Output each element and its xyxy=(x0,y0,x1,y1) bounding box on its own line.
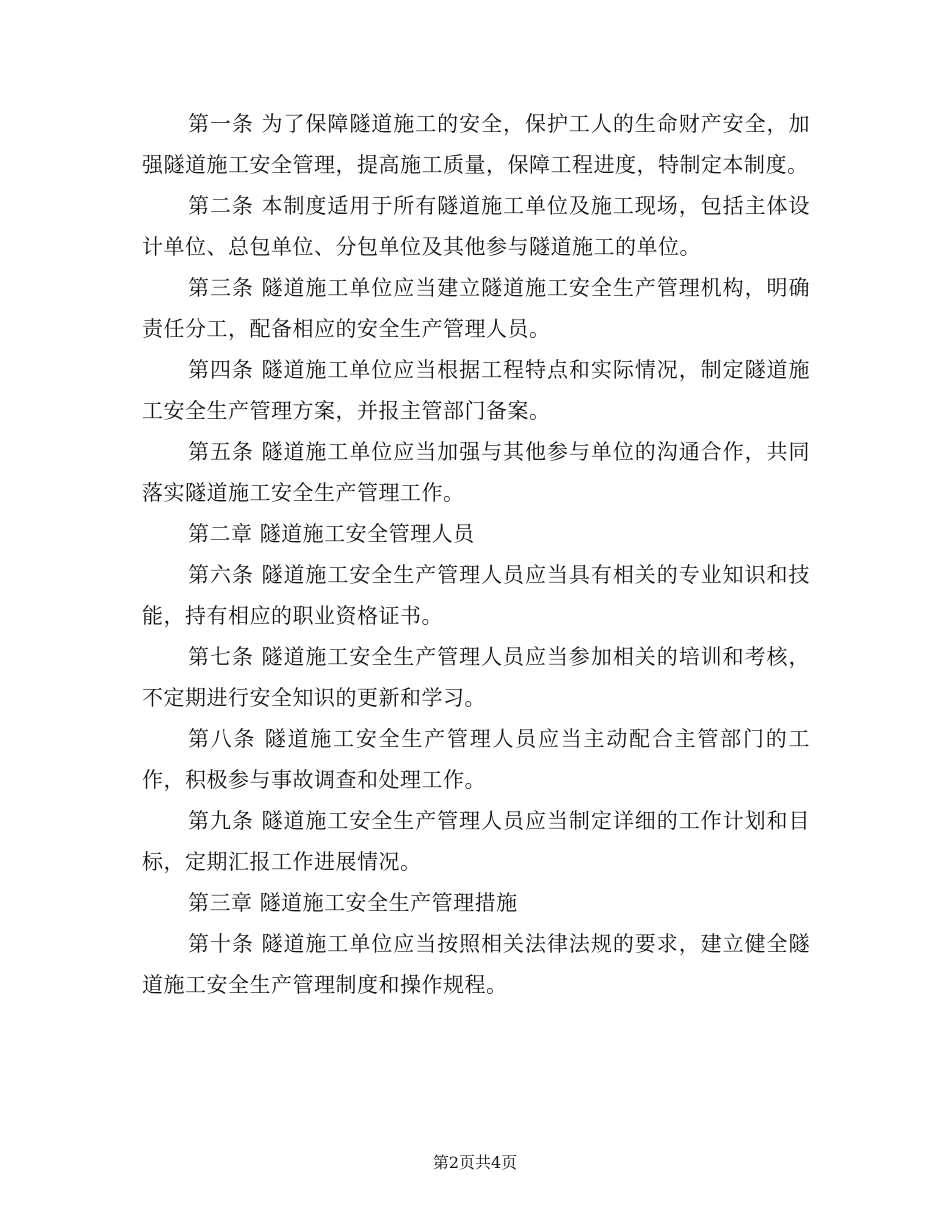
article-9: 第九条 隧道施工安全生产管理人员应当制定详细的工作计划和目标，定期汇报工作进展情况。 xyxy=(142,809,810,874)
article-3: 第三条 隧道施工单位应当建立隧道施工安全生产管理机构，明确责任分工，配备相应的安全生产管理人员。 xyxy=(142,276,810,341)
chapter-2-heading: 第二章 隧道施工安全管理人员 xyxy=(188,522,475,546)
article-4: 第四条 隧道施工单位应当根据工程特点和实际情况，制定隧道施工安全生产管理方案，并报主管部门备案。 xyxy=(142,358,810,423)
article-1: 第一条 为了保障隧道施工的安全，保护工人的生命财产安全，加强隧道施工安全管理，提高施工质量，保障工程进度，特制定本制度。 xyxy=(142,112,810,177)
article-8: 第八条 隧道施工安全生产管理人员应当主动配合主管部门的工作，积极参与事故调查和处理工作。 xyxy=(142,727,810,792)
document-body xyxy=(142,104,810,1006)
article-7: 第七条 隧道施工安全生产管理人员应当参加相关的培训和考核，不定期进行安全知识的更新和学习。 xyxy=(142,645,810,710)
article-2: 第二条 本制度适用于所有隧道施工单位及施工现场，包括主体设计单位、总包单位、分包单位及其他参与隧道施工的单位。 xyxy=(142,194,810,259)
chapter-3-heading: 第三章 隧道施工安全生产管理措施 xyxy=(188,891,518,915)
article-6: 第六条 隧道施工安全生产管理人员应当具有相关的专业知识和技能，持有相应的职业资格证书。 xyxy=(142,563,810,628)
page-number: 第2页共4页 xyxy=(432,1153,518,1172)
article-5: 第五条 隧道施工单位应当加强与其他参与单位的沟通合作，共同落实隧道施工安全生产管理工作。 xyxy=(142,440,810,505)
article-10: 第十条 隧道施工单位应当按照相关法律法规的要求，建立健全隧道施工安全生产管理制度和操作规程。 xyxy=(142,932,810,997)
